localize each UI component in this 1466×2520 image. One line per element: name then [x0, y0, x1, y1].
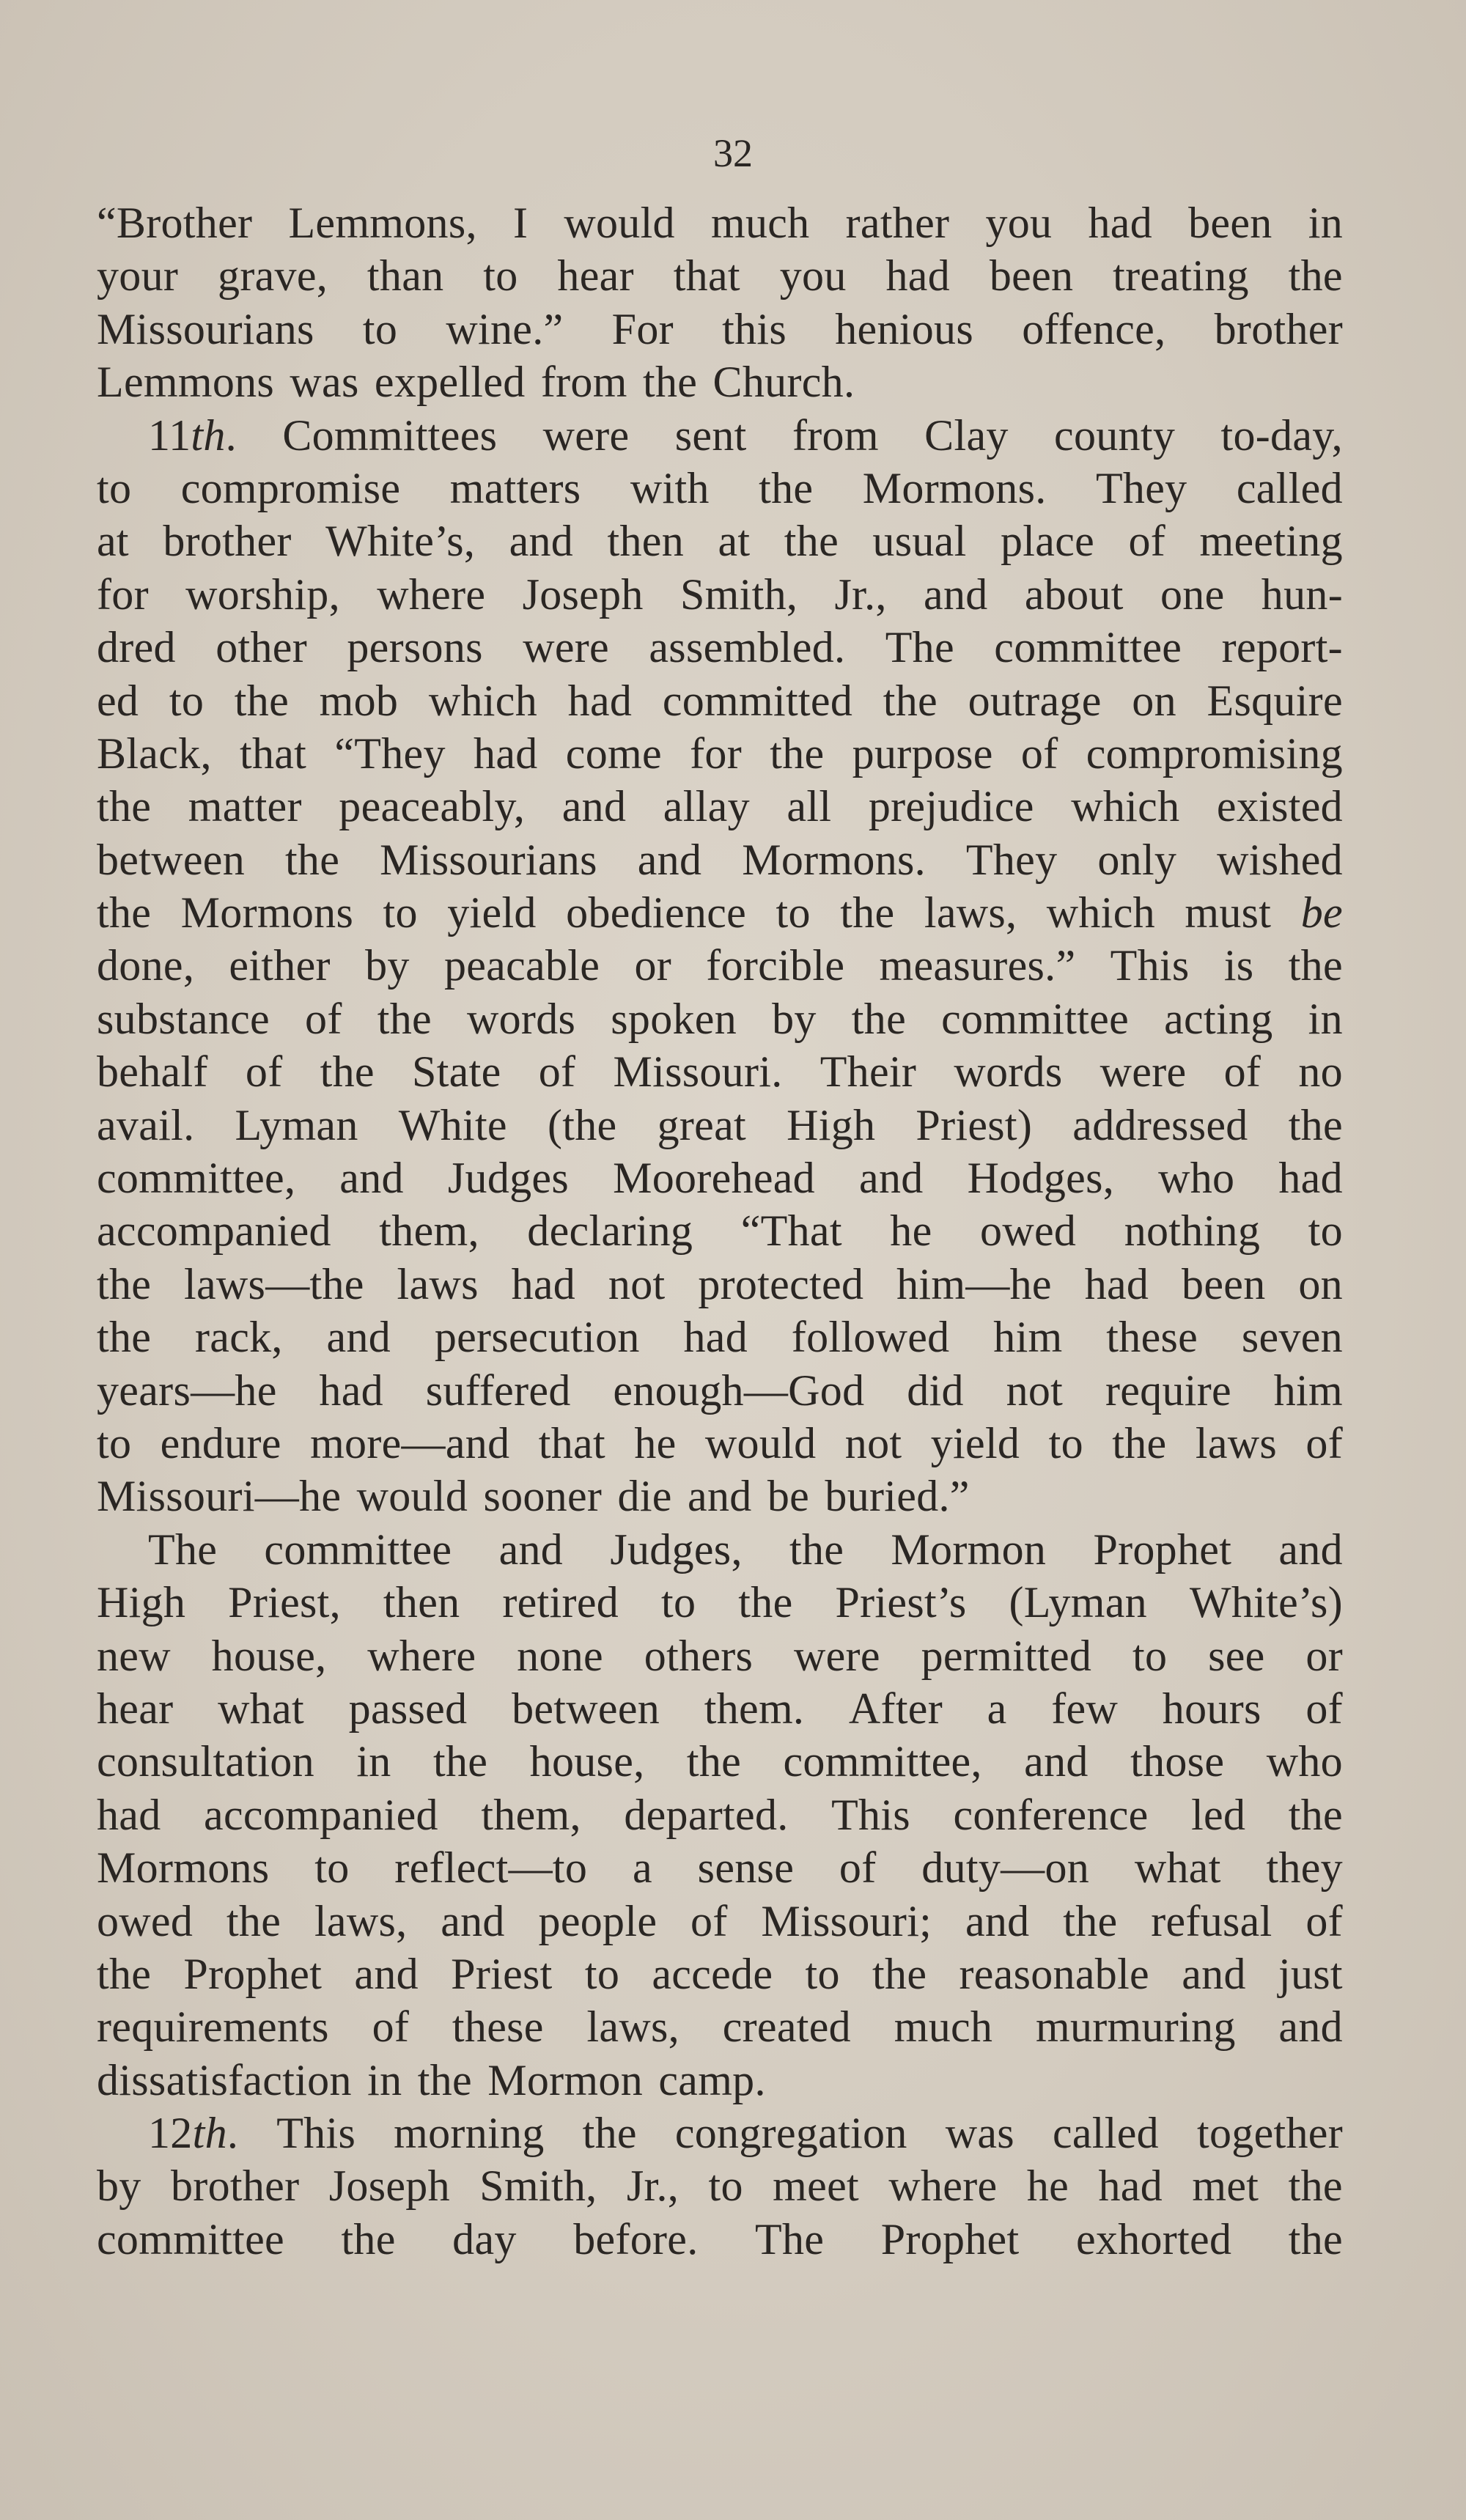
text-line: substance of the words spoken by the committee acting in: [97, 994, 1343, 1043]
text-line: committee, and Judges Moorehead and Hodges, who had: [97, 1154, 1343, 1203]
text-line: the Mormons to yield obedience to the laws, which must be: [97, 888, 1343, 937]
text-line: High Priest, then retired to the Priest’s (Lyman White’s): [97, 1578, 1343, 1627]
text-line: the laws—the laws had not protected him—he had been on: [97, 1259, 1343, 1308]
text-line: requirements of these laws, created much murmuring and: [97, 2003, 1343, 2052]
text-line: done, either by peacable or forcible measures.” This is the: [97, 941, 1343, 990]
text-line: had accompanied them, departed. This conference led the: [97, 1790, 1343, 1839]
text-line: to endure more—and that he would not yield to the laws of: [97, 1418, 1343, 1467]
text-line: dissatisfaction in the Mormon camp.: [97, 2055, 766, 2104]
text-line: Lemmons was expelled from the Church.: [97, 358, 855, 407]
text-line: Mormons to reflect—to a sense of duty—on what they: [97, 1843, 1343, 1893]
body-text: [97, 196, 1343, 2266]
text-line: your grave, than to hear that you had been treating the: [97, 251, 1343, 301]
text-line: new house, where none others were permitted to see or: [97, 1631, 1343, 1680]
text-line: “Brother Lemmons, I would much rather you had been in: [97, 199, 1343, 247]
text-line: dred other persons were assembled. The committee report-: [97, 623, 1343, 672]
page-number: 32: [713, 131, 753, 175]
text-line: committee the day before. The Prophet exhorted the: [97, 2214, 1343, 2263]
text-line: years—he had suffered enough—God did not require him: [97, 1366, 1343, 1415]
text-line: accompanied them, declaring “That he owed nothing to: [97, 1206, 1343, 1256]
text-line: to compromise matters with the Mormons. They called: [97, 463, 1343, 512]
text-line: behalf of the State of Missouri. Their words were of no: [97, 1047, 1343, 1097]
text-line: hear what passed between them. After a few hours of: [97, 1684, 1343, 1733]
text-line: avail. Lyman White (the great High Priest) addressed the: [97, 1100, 1343, 1149]
text-line: owed the laws, and people of Missouri; and the refusal of: [97, 1896, 1343, 1945]
text-line: Black, that “They had come for the purpose of compromising: [97, 729, 1343, 778]
text-line: Missourians to wine.” For this henious offence, brother: [97, 304, 1343, 353]
text-line: between the Missourians and Mormons. They only wished: [97, 835, 1343, 884]
text-line: for worship, where Joseph Smith, Jr., and about one hun-: [97, 570, 1343, 619]
text-line: ed to the mob which had committed the outrage on Esquire: [97, 676, 1343, 725]
text-line: 11th. Committees were sent from Clay county to-day,: [148, 410, 1343, 460]
text-line: 12th. This morning the congregation was called together: [148, 2109, 1343, 2158]
text-line: the rack, and persecution had followed him these seven: [97, 1313, 1343, 1362]
text-line: the Prophet and Priest to accede to the reasonable and just: [97, 1949, 1343, 1998]
text-line: by brother Joseph Smith, Jr., to meet where he had met the: [97, 2162, 1343, 2211]
text-line: The committee and Judges, the Mormon Prophet and: [148, 1525, 1343, 1574]
text-line: at brother White’s, and then at the usual place of meeting: [97, 517, 1343, 566]
text-line: the matter peaceably, and allay all prejudice which existed: [97, 782, 1343, 831]
text-line: Missouri—he would sooner die and be buried.”: [97, 1472, 970, 1521]
text-line: consultation in the house, the committee, and those who: [97, 1737, 1343, 1786]
